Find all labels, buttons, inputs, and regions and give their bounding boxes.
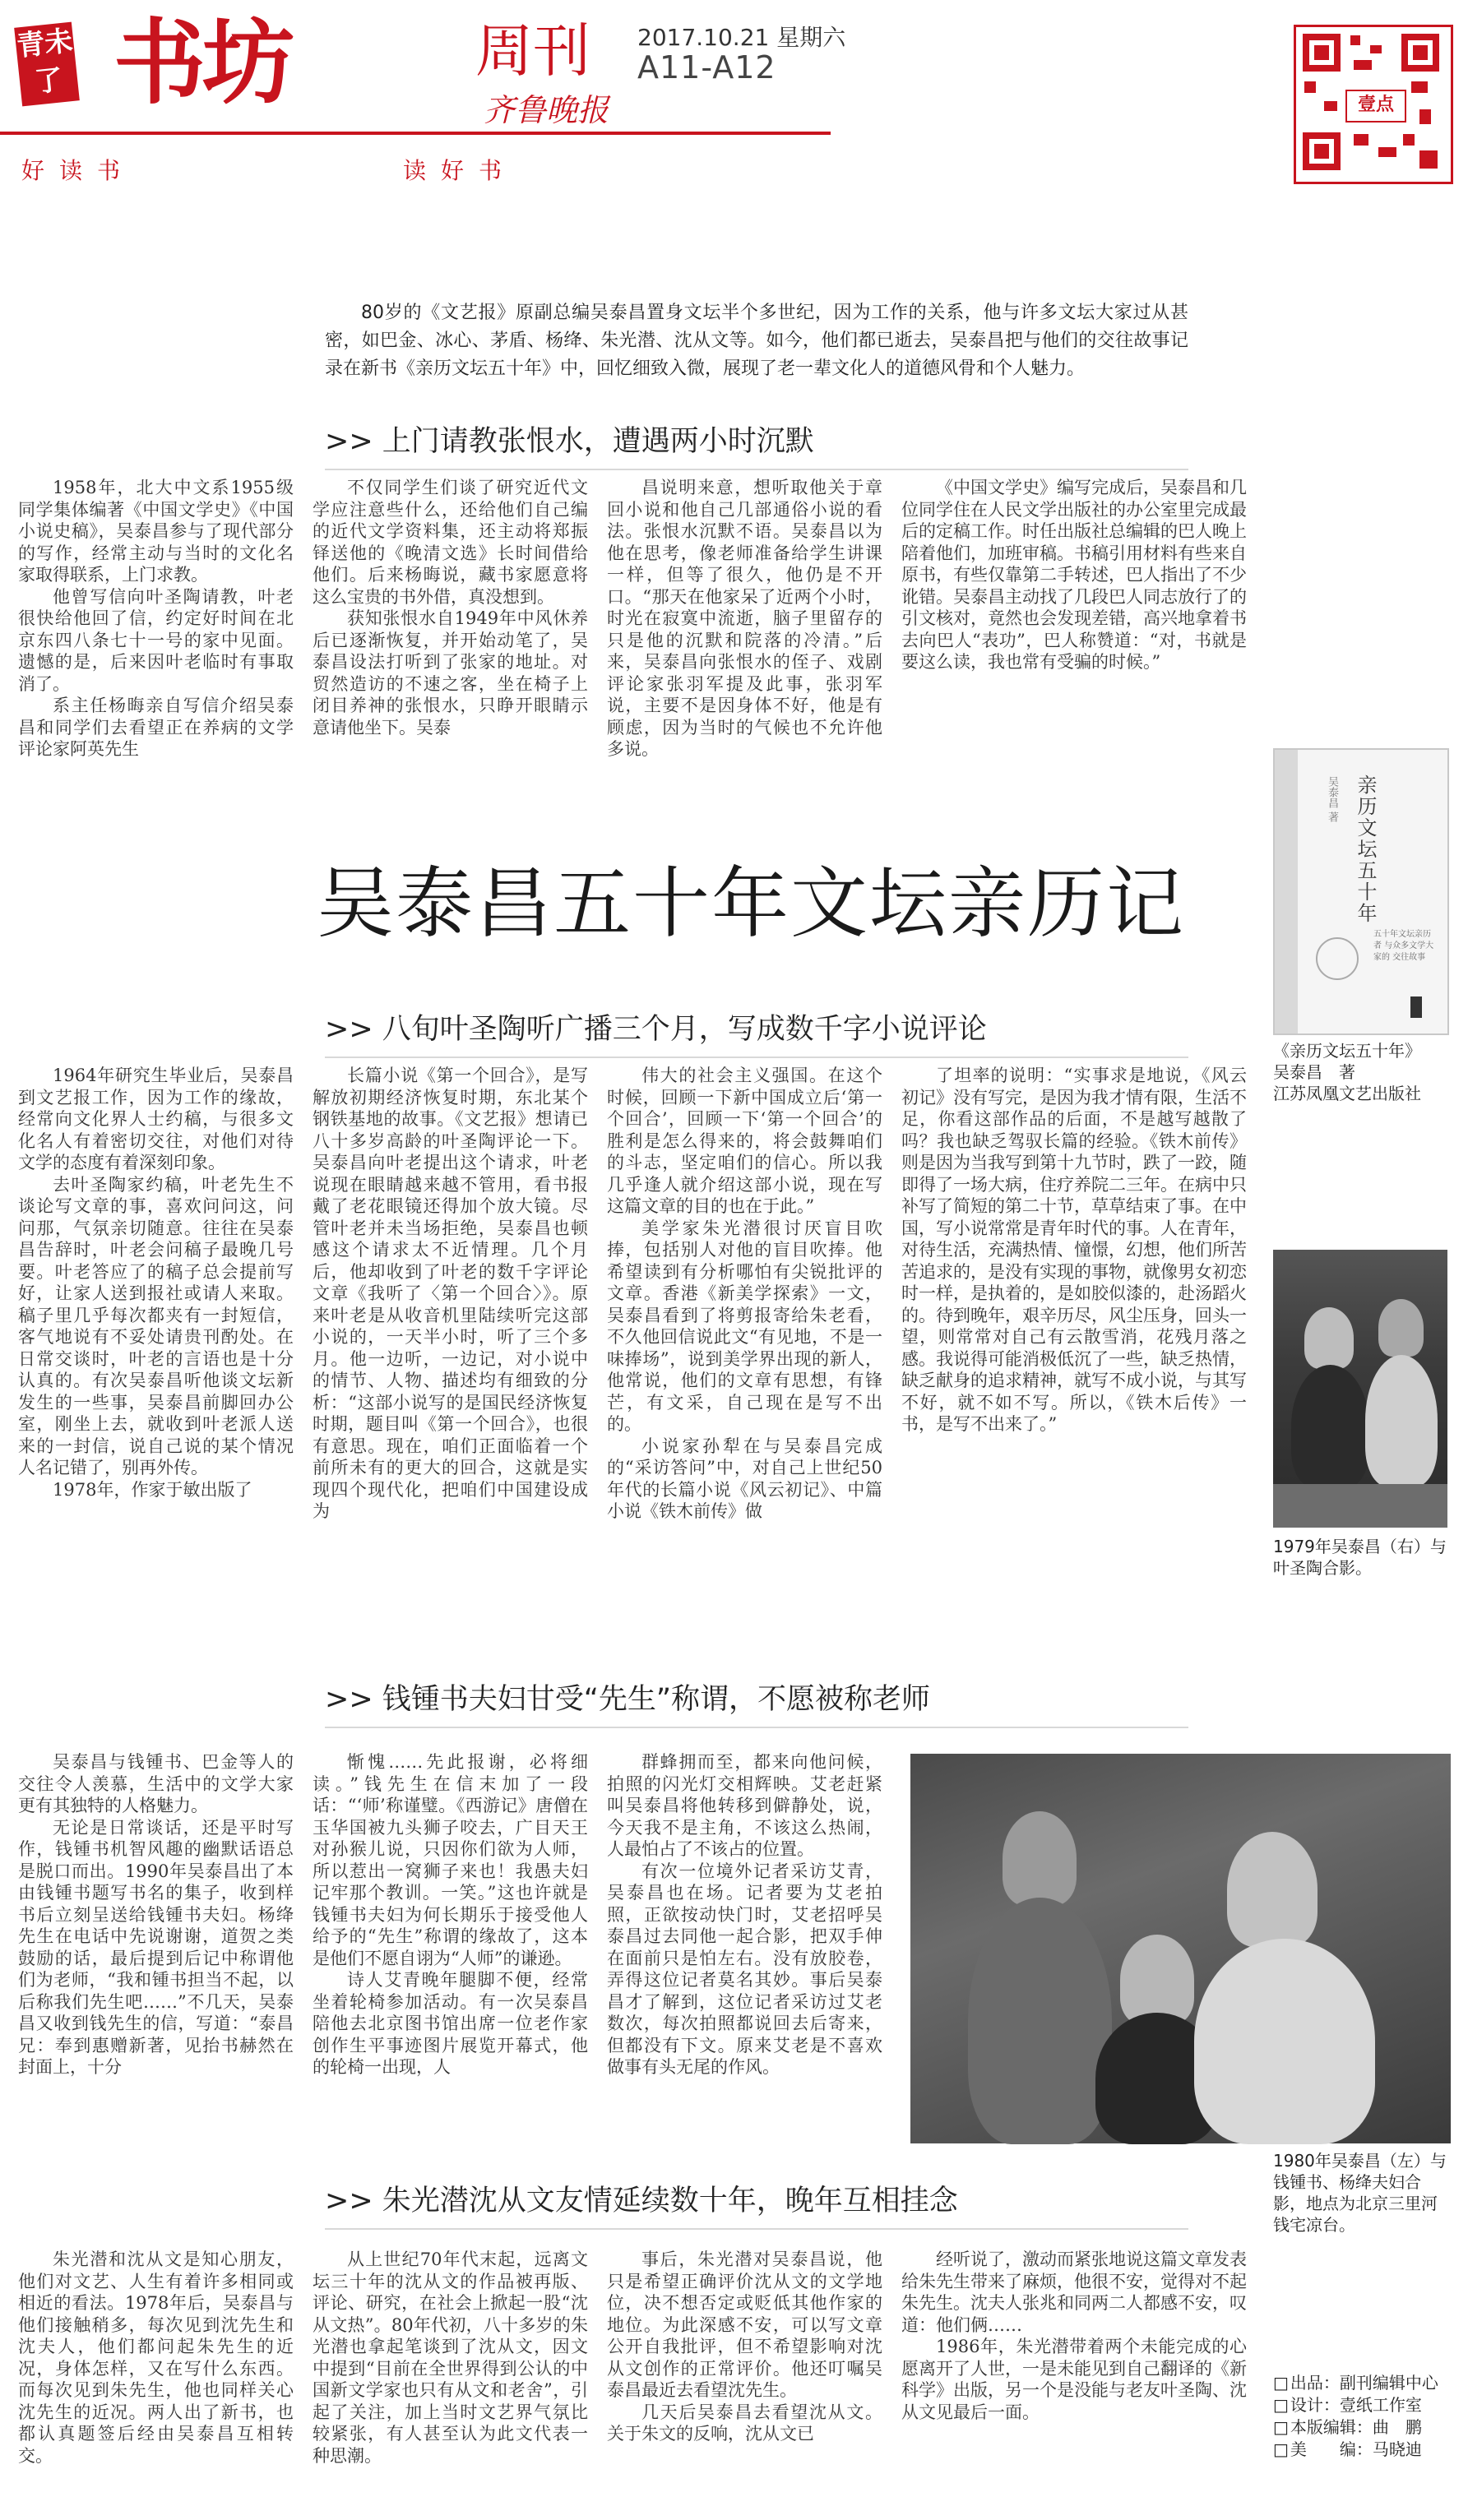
- paragraph: 《中国文学史》编写完成后，吴泰昌和几位同学住在人民文学出版社的办公室里完成最后的定稿工作。时任出版社总编辑的巴人晚上陪着他们，加班审稿。书稿引用材料有些来自原书，有些仅靠第二手转述，巴人指出了不少讹错。吴泰昌主动找了几段巴人同志放行了的引文核对，竟然也会发现差错，高兴地拿着书去向巴人“表功”，巴人称赞道：“对，书就是要这么读，我也常有受骗的时候。”: [901, 478, 1247, 672]
- slogan-right: 读好书: [403, 157, 517, 184]
- paragraph: 从上世纪70年代末起，远离文坛三十年的沈从文的作品被再版、评论、研究，在社会上掀起一股“沈从文热”。80年代初，八十多岁的朱光潜也拿起笔谈到了沈从文，因文中提到“目前在全世界得到公认的中国新文学家也只有从文和老舍”，引起了关注，加上当时文艺界气氛比较紧张，有人甚至认为此文代表一种思潮。: [313, 2250, 588, 2466]
- section1-col3: [607, 477, 882, 822]
- section4-col1: [18, 2249, 294, 2512]
- page-headline: 吴泰昌五十年文坛亲历记: [317, 859, 1186, 949]
- section3-col3: [607, 1751, 882, 2138]
- book-caption-title: 《亲历文坛五十年》: [1273, 1041, 1421, 1061]
- section2-col4: [901, 1065, 1247, 1640]
- paragraph: 美学家朱光潜很讨厌盲目吹捧，包括别人对他的盲目吹捧。他希望读到有分析哪怕有尖锐批评的文章。香港《新美学探索》一文，吴泰昌看到了将剪报寄给朱老看，不久他回信说此文“有见地，不是一味捧场”，说到美学界出现的新人，他常说，他们的文章有思想，有锋芒，有文采，自己现在是写不出的。: [607, 1218, 882, 1434]
- paragraph: 系主任杨晦亲自写信介绍吴泰昌和同学们去看望正在养病的文学评论家阿英先生: [18, 696, 294, 759]
- paragraph: 不仅同学生们谈了研究近代文学应注意些什么，还给他们自己编的近代文学资料集，还主动将郑振铎送他的《晚清文选》长时间借给他们。后来杨晦说，藏书家愿意将这么宝贵的书外借，真没想到。: [313, 478, 588, 607]
- credit-producer: □ 出品：副刊编辑中心: [1273, 2372, 1450, 2394]
- section3-title: >> 钱锺书夫妇甘受“先生”称谓，不愿被称老师: [325, 1683, 931, 1716]
- paragraph: 经听说了，激动而紧张地说这篇文章发表给朱先生带来了麻烦，他很不安，觉得对不起朱先生。沈夫人张兆和同两二人都感不安，叹道：他们俩……: [901, 2250, 1247, 2335]
- book-caption: [1273, 1040, 1450, 1104]
- photo-1980-qian-zhongshu-yang-jiang: [910, 1754, 1451, 2143]
- book-cover: [1273, 748, 1449, 1035]
- newspaper-name: 齐鲁晚报: [484, 92, 609, 128]
- paragraph: 昌说明来意，想听取他关于章回小说和他自己几部通俗小说的看法。张恨水沉默不语。吴泰昌以为他在思考，像老师准备给学生讲课一样，但等了很久，他仍是不开口。“那天在他家呆了近两个小时，时光在寂寞中流逝，脑子里留存的只是他的沉默和院落的冷清。”后来，吴泰昌向张恨水的侄子、戏剧评论家张羽军提及此事，张羽军说，主要不是因身体不好，他是有顾虑，因为当时的气候也不允许他多说。: [607, 478, 882, 759]
- paragraph: 吴泰昌与钱锺书、巴金等人的交往令人羡慕，生活中的文学大家更有其独特的人格魅力。: [18, 1752, 294, 1815]
- paragraph: 有次一位境外记者采访艾青，吴泰昌也在场。记者要为艾老拍照，正欲按动快门时，艾老招呼吴泰昌过去同他一起合影，把双手伸在面前只是怕左右。没有放胶卷，弄得这位记者莫名其妙。事后吴泰昌才了解到，这位记者采访过艾老数次，每次拍照都说回去后寄来，但都没有下文。原来艾老是不喜欢做事有头无尾的作风。: [607, 1861, 882, 2077]
- paragraph: 伟大的社会主义强国。在这个时候，回顾一下新中国成立后‘第一个回合’，回顾一下‘第一个回合’的胜利是怎么得来的，将会鼓舞咱们的斗志，坚定咱们的信心。所以我几乎逢人就介绍这部小说，现在写这篇文章的目的也在于此。”: [607, 1066, 882, 1216]
- photo-1979-ye-shengtao: [1273, 1250, 1447, 1528]
- paragraph: 群蜂拥而至，都来向他问候，拍照的闪光灯交相辉映。艾老赶紧叫吴泰昌将他转移到僻静处，说，今天我不是主角，不该这么热闹，人最怕占了不该占的位置。: [607, 1752, 882, 1859]
- credits-box: [1273, 2372, 1450, 2461]
- photo1-caption: 1979年吴泰昌（右）与叶圣陶合影。: [1273, 1537, 1447, 1578]
- credit-design: □ 设计：壹纸工作室: [1273, 2394, 1450, 2416]
- book-cover-author: 吴泰昌 著: [1326, 776, 1338, 823]
- paragraph: 1958年，北大中文系1955级同学集体编著《中国文学史》《中国小说史稿》，吴泰昌参与了现代部分的写作，经常主动与当时的文化名家取得联系，上门求教。: [18, 478, 294, 585]
- paragraph: 了坦率的说明：“实事求是地说，《风云初记》没有写完，是因为我才情有限，生活不足，你看这部作品的后面，不是越写越散了吗？我也缺乏驾驭长篇的经验。《铁木前传》则是因为当我写到第十九节时，跌了一跤，随即得了一场大病，住疗养院二三年。在病中只补写了简短的第二十节，草草结束了事。在中国，写小说常常是青年时代的事。人在青年，对待生活，充满热情、憧憬，幻想，他们所苦苦追求的，是没有实现的事物，就像男女初恋时一样，是执着的，是如胶似漆的，赴汤蹈火的。待到晚年，艰辛历尽，风尘压身，回头一望，则常常对自己有云散雪消，花残月落之感。我说得可能消极低沉了一些，缺乏热情，缺乏献身的追求精神，就写不成小说，与其写不好，就不如不写。所以，《铁木后传》一书，是写不出来了。”: [901, 1066, 1247, 1434]
- qr-logo-label: 壹点: [1345, 90, 1406, 123]
- section1-title: >> 上门请教张恨水，遭遇两小时沉默: [325, 425, 814, 458]
- section2-col1: [18, 1065, 294, 1640]
- section2-col3: [607, 1065, 882, 1640]
- paragraph: 1978年，作家于敏出版了: [53, 1479, 252, 1500]
- section4-col2: [313, 2249, 588, 2512]
- section4-rule: [325, 2228, 1188, 2230]
- section1-col2: [313, 477, 588, 822]
- paragraph: 朱光潜和沈从文是知心朋友，他们对文艺、人生有着许多相同或相近的看法。1978年后，吴泰昌与他们接触稍多，每次见到沈先生和沈夫人，他们都问起朱先生的近况，身体怎样，又在写什么东西。而每次见到朱先生，他也同样关心沈先生的近况。两人出了新书，也都认真题签后经由吴泰昌互相转交。: [18, 2250, 294, 2466]
- section2-col2: [313, 1065, 588, 1640]
- paragraph: 获知张恨水自1949年中风休养后已逐渐恢复，并开始动笔了，吴泰昌设法打听到了张家的地址。对贸然造访的不速之客，坐在椅子上闭目养神的张恨水，只睁开眼睛示意请他坐下。吴泰: [313, 608, 588, 738]
- section1-col1: [18, 477, 294, 839]
- book-caption-publisher: 江苏凤凰文艺出版社: [1273, 1084, 1421, 1103]
- section1-col4: [901, 477, 1247, 822]
- paragraph: 无论是日常谈话，还是平时写作，钱锺书机智风趣的幽默话语总是脱口而出。1990年吴泰昌出了本由钱锺书题写书名的集子，收到样书后立刻呈送给钱锺书夫妇。杨绛先生在电话中先说谢谢，道贺之类鼓励的话，最后提到后记中称谓他们为老师，“我和锺书担当不起，以后称我们先生吧……”不几天，吴泰昌又收到钱先生的信，写道：“泰昌兄：奉到惠赠新著，见抬书赫然在封面上，十分: [18, 1817, 294, 2077]
- paragraph: 去叶圣陶家约稿，叶老先生不谈论写文章的事，喜欢问问这，问问那，气氛亲切随意。往往在吴泰昌告辞时，叶老会问稿子最晚几号要。叶老答应了的稿子总会提前写好，让家人送到报社或请人来取。稿子里几乎每次都夹有一封短信，客气地说有不妥处请贵刊酌处。在日常交谈时，叶老的言语也是十分认真的。有次吴泰昌听他谈文坛新发生的一些事，吴泰昌前脚回办公室，刚坐上去，就收到叶老派人送来的一封信，说自己说的某个情况人名记错了，别再外传。: [18, 1174, 294, 1477]
- publisher-logo-icon: [1410, 996, 1422, 1018]
- paragraph: 事后，朱光潜对吴泰昌说，他只是希望正确评价沈从文的文学地位，决不想否定或贬低其他作家的地位。为此深感不安，可以写文章公开自我批评，但不希望影响对沈从文创作的正常评价。他还叮嘱吴泰昌最近去看望沈先生。: [607, 2250, 882, 2400]
- logo-qingweiliao: 青未了: [14, 22, 80, 107]
- section3-col1: [18, 1751, 294, 2138]
- section1-rule: [325, 469, 1188, 470]
- book-caption-author: 吴泰昌 著: [1273, 1062, 1355, 1082]
- header-rule: [0, 132, 831, 135]
- credit-art-editor: □ 美 编：马晓迪: [1273, 2439, 1450, 2461]
- section2-title: >> 八旬叶圣陶听广播三个月，写成数千字小说评论: [325, 1013, 987, 1046]
- section4-col3: [607, 2249, 882, 2512]
- paragraph: 1964年研究生毕业后，吴泰昌到文艺报工作，因为工作的缘故，经常向文化界人士约稿，与很多文化名人有着密切交往，对他们对待文学的态度有着深刻印象。: [18, 1066, 294, 1172]
- paragraph: 小说家孙犁在与吴泰昌完成的“采访答问”中，对自己上世纪50年代的长篇小说《风云初记》、中篇小说《铁木前传》做: [607, 1436, 882, 1521]
- section4-col4: [901, 2249, 1247, 2512]
- slogan-left: 好读书: [21, 157, 136, 184]
- section2-rule: [325, 1057, 1188, 1058]
- qr-code[interactable]: [1294, 25, 1453, 184]
- section3-rule: [325, 1727, 1188, 1728]
- paragraph: 惭愧……先此报谢，必将细读。”钱先生在信末加了一段话：“‘师’称谨璧。《西游记》唐僧在玉华国被九头狮子咬去，广目天王对孙猴儿说，只因你们欲为人师，所以惹出一窝狮子来也！我愚夫妇记牢那个教训。一笑。”这也许就是钱锺书夫妇为何长期乐于接受他人给予的“先生”称谓的缘故了，这本是他们不愿自诩为“人师”的谦逊。: [313, 1752, 588, 1968]
- paragraph: 几天后吴泰昌去看望沈从文。关于朱文的反响，沈从文已: [607, 2402, 882, 2444]
- paragraph: 1986年，朱光潜带着两个未能完成的心愿离开了人世，一是未能见到自己翻译的《新科学》出版，另一个是没能与老友叶圣陶、沈从文见最后一面。: [901, 2337, 1247, 2422]
- book-cover-text: 五十年文坛亲历者 与众多文学大家的 交往故事: [1373, 930, 1434, 962]
- section4-title: >> 朱光潜沈从文友情延续数十年，晚年互相挂念: [325, 2185, 958, 2217]
- zhoukan-label: 周刊: [475, 17, 590, 85]
- book-cover-title: 亲历文坛五十年: [1354, 774, 1377, 924]
- paragraph: 诗人艾青晚年腿脚不便，经常坐着轮椅参加活动。有一次吴泰昌陪他去北京图书馆出席一位老作家创作生平事迹图片展览开幕式，他的轮椅一出现，人: [313, 1970, 588, 2077]
- photo2-caption: 1980年吴泰昌（左）与钱锺书、杨绛夫妇合影，地点为北京三里河钱宅凉台。: [1273, 2151, 1447, 2235]
- intro-paragraph: 80岁的《文艺报》原副总编吴泰昌置身文坛半个多世纪，因为工作的关系，他与许多文坛大家过从甚密，如巴金、冰心、茅盾、杨绛、朱光潜、沈从文等。如今，他们都已逝去，吴泰昌把与他们的交往故事记录在新书《亲历文坛五十年》中，回忆细致入微，展现了老一辈文化人的道德风骨和个人魅力。: [325, 303, 1188, 379]
- paragraph: 长篇小说《第一个回合》，是写解放初期经济恢复时期，东北某个钢铁基地的故事。《文艺报》想请已八十多岁高龄的叶圣陶评论一下。吴泰昌向叶老提出这个请求，叶老说现在眼睛越来越不管用，看书报戴了老花眼镜还得加个放大镜。尽管叶老并未当场拒绝，吴泰昌也顿感这个请求太不近情理。几个月后，他却收到了叶老的数千字评论文章《我听了〈第一个回合〉》。原来叶老是从收音机里陆续听完这部小说的，一天半小时，听了三个多月。他一边听，一边记，对小说中的情节、人物、描述均有细致的分析：“这部小说写的是国民经济恢复时期，题目叫《第一个回合》，也很有意思。现在，咱们正面临着一个前所未有的更大的回合，这就是实现四个现代化，把咱们中国建设成为: [313, 1066, 588, 1521]
- section3-col2: [313, 1751, 588, 2138]
- credit-editor: □ 本版编辑：曲 鹏: [1273, 2416, 1450, 2439]
- paragraph: 他曾写信向叶圣陶请教，叶老很快给他回了信，约定好时间在北京东四八条七十一号的家中见面。遗憾的是，后来因叶老临时有事取消了。: [18, 586, 294, 694]
- page-numbers: A11-A12: [637, 49, 776, 86]
- issue-date: 2017.10.21 星期六: [637, 24, 846, 51]
- logo-shufang: 书坊: [113, 10, 291, 117]
